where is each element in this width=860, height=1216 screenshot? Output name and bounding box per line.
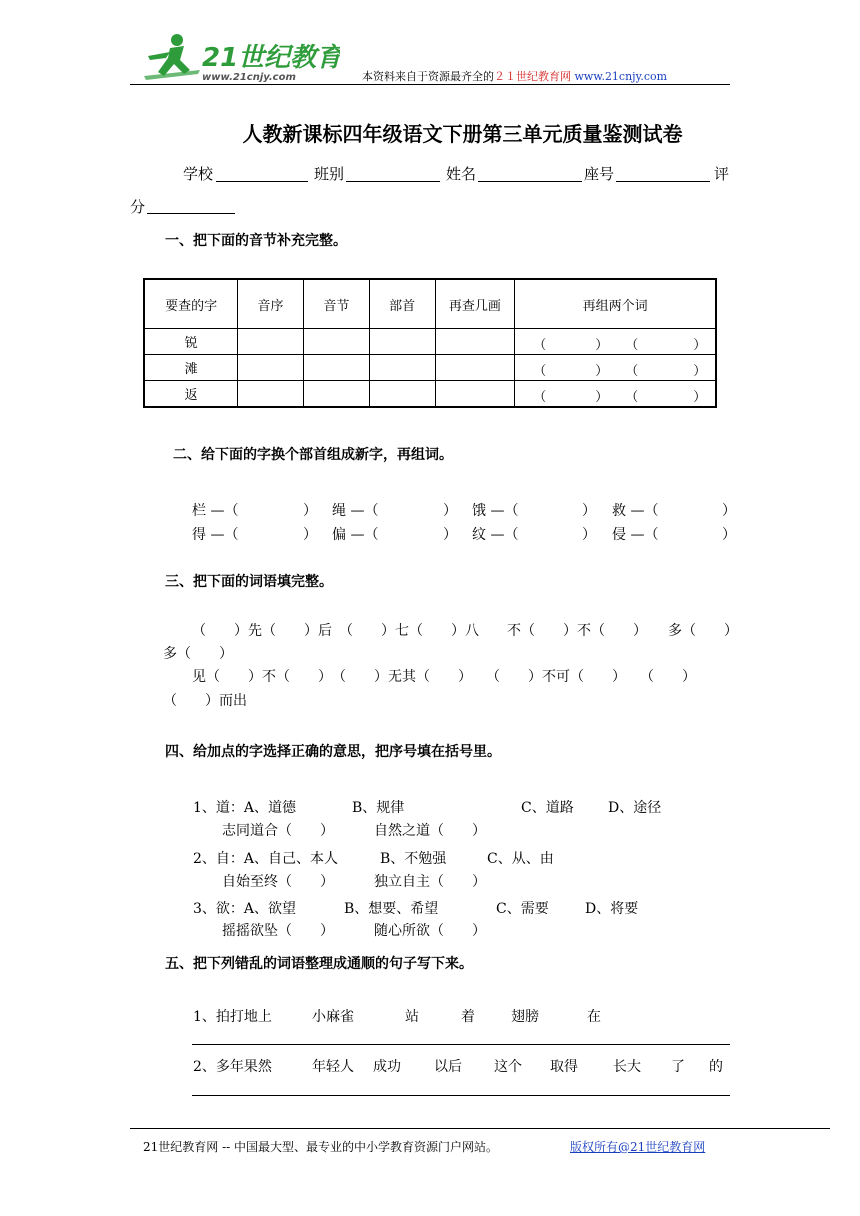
q2-stem: 2、自：A、自己、本人: [193, 851, 339, 867]
q1-option-d: D、途径: [608, 800, 662, 816]
sentence-2-word: 的: [709, 1059, 723, 1075]
radical-item: 得 —（: [192, 527, 239, 543]
table-header-cell: 再组两个词: [515, 279, 716, 329]
header-rule: [130, 84, 730, 85]
paren-close: ）: [595, 338, 609, 353]
radical-item-close: ）: [582, 527, 596, 543]
paren-close: ）: [693, 338, 707, 353]
answer-line-2[interactable]: [192, 1095, 730, 1096]
sentence-1-word: 站: [405, 1009, 419, 1025]
class-field[interactable]: [346, 181, 440, 182]
table-header-cell: 音序: [238, 279, 304, 329]
paren-open: （: [625, 364, 639, 379]
paren-open: （: [533, 364, 547, 379]
radical-item-close: ）: [303, 503, 317, 519]
radical-item-close: ）: [722, 527, 736, 543]
sentence-2-word: 长大: [613, 1059, 641, 1075]
paren-close: ）: [595, 364, 609, 379]
name-field[interactable]: [478, 181, 582, 182]
q3-option-c: C、需要: [496, 901, 549, 917]
sentence-1-word: 翅膀: [511, 1009, 539, 1025]
paren-open: （: [625, 338, 639, 353]
q2-option-b: B、不勉强: [380, 851, 447, 867]
q2-word-2: 独立自主（ ）: [374, 874, 486, 890]
input-cell[interactable]: [303, 381, 369, 408]
sentence-2-word: 年轻人: [312, 1059, 354, 1075]
footer-copyright-link[interactable]: 版权所有@21世纪教育网: [570, 1140, 706, 1154]
sentence-2-word: 了: [671, 1059, 685, 1075]
input-cell[interactable]: [238, 381, 304, 408]
input-cell[interactable]: [369, 355, 435, 381]
input-cell[interactable]: [303, 355, 369, 381]
sentence-2-word: 以后: [434, 1059, 462, 1075]
table-header-cell: 部首: [369, 279, 435, 329]
q3-option-b: B、想要、希望: [344, 901, 439, 917]
q3-stem: 3、欲：A、欲望: [193, 901, 297, 917]
word-input-cell[interactable]: [515, 355, 716, 381]
char-cell: 返: [144, 381, 238, 408]
word-input-cell[interactable]: [515, 329, 716, 355]
score-field[interactable]: [147, 213, 235, 214]
word-input-cell[interactable]: [515, 381, 716, 408]
char-cell: 滩: [144, 355, 238, 381]
input-cell[interactable]: [238, 355, 304, 381]
sentence-2-word: 取得: [550, 1059, 578, 1075]
input-cell[interactable]: [238, 329, 304, 355]
header-note-prefix: 本资料来自于资源最齐全的: [362, 70, 494, 83]
input-cell[interactable]: [435, 381, 515, 408]
sentence-2-word: 成功: [373, 1059, 401, 1075]
radical-item: 栏 —（: [192, 503, 239, 519]
section-3-title: 三、把下面的词语填完整。: [165, 574, 333, 590]
score-label-part2: 分: [130, 198, 146, 216]
q1-option-c: C、道路: [521, 800, 574, 816]
q1-option-b: B、规律: [352, 800, 405, 816]
idiom-line-2: 多（ ）: [163, 646, 233, 662]
radical-item: 饿 —（: [472, 503, 519, 519]
paren-open: （: [533, 338, 547, 353]
site-logo: [140, 30, 340, 86]
paren-close: ）: [595, 390, 609, 405]
q3-option-d: D、将要: [585, 901, 639, 917]
name-label: 姓名: [446, 165, 477, 183]
radical-item-close: ）: [722, 503, 736, 519]
section-2-title: 二、给下面的字换个部首组成新字，再组词。: [173, 447, 453, 463]
phonetics-table: [143, 278, 717, 408]
paren-close: ）: [693, 364, 707, 379]
radical-item-close: ）: [443, 527, 457, 543]
input-cell[interactable]: [369, 329, 435, 355]
section-5-title: 五、把下列错乱的词语整理成通顺的句子写下来。: [165, 956, 473, 972]
input-cell[interactable]: [435, 329, 515, 355]
table-row: [144, 381, 716, 408]
sentence-1-word: 1、拍打地上: [193, 1009, 272, 1025]
input-cell[interactable]: [369, 381, 435, 408]
q3-word-1: 摇摇欲坠（ ）: [222, 923, 334, 939]
idiom-line-4: （ ）而出: [163, 693, 247, 709]
radical-item: 绳 —（: [332, 503, 379, 519]
sentence-2-word: 这个: [494, 1059, 522, 1075]
q2-option-c: C、从、由: [487, 851, 554, 867]
school-label: 学校: [183, 165, 214, 183]
svg-text:21世纪教育: 21世纪教育: [202, 43, 340, 73]
table-header-row: [144, 279, 716, 329]
seat-field[interactable]: [616, 181, 710, 182]
q1-word-1: 志同道合（ ）: [222, 823, 334, 839]
q1-word-2: 自然之道（ ）: [374, 823, 486, 839]
sentence-1-word: 着: [461, 1009, 475, 1025]
section-1-title: 一、把下面的音节补充完整。: [165, 233, 347, 249]
answer-line-1[interactable]: [192, 1044, 730, 1045]
runner-logo-icon: [140, 30, 340, 86]
radical-item-close: ）: [443, 503, 457, 519]
radical-item: 纹 —（: [472, 527, 519, 543]
input-cell[interactable]: [435, 355, 515, 381]
q1-stem: 1、道：A、道德: [193, 800, 297, 816]
svg-text:www.21cnjy.com: www.21cnjy.com: [202, 72, 296, 83]
sentence-1-word: 小麻雀: [312, 1009, 354, 1025]
radical-item: 侵 —（: [612, 527, 659, 543]
score-label-part1: 评: [714, 165, 730, 183]
table-header-cell: 要查的字: [144, 279, 238, 329]
idiom-line-3: 见（ ）不（ ） （ ）无其（ ） （ ）不可（ ） （ ）: [192, 669, 696, 685]
seat-label: 座号: [584, 165, 615, 183]
footer-left-text: 21世纪教育网 -- 中国最大型、最专业的中小学教育资源门户网站。: [143, 1140, 499, 1154]
table-row: [144, 329, 716, 355]
header-note-site[interactable]: ２１世纪教育网: [494, 70, 571, 83]
table-header-cell: 音节: [303, 279, 369, 329]
q2-word-1: 自始至终（ ）: [222, 874, 334, 890]
class-label: 班别: [314, 165, 345, 183]
q3-word-2: 随心所欲（ ）: [374, 923, 486, 939]
radical-item-close: ）: [303, 527, 317, 543]
section-4-title: 四、给加点的字选择正确的意思，把序号填在括号里。: [165, 744, 501, 760]
idiom-line-1: （ ）先（ ）后 （ ）七（ ）八 不（ ）不（ ） 多（ ）: [192, 623, 738, 639]
header-note: [362, 68, 667, 84]
table-row: [144, 355, 716, 381]
sentence-1-word: 在: [587, 1009, 601, 1025]
paren-close: ）: [693, 390, 707, 405]
header-note-url[interactable]: www.21cnjy.com: [574, 70, 668, 83]
char-cell: 锐: [144, 329, 238, 355]
radical-item-close: ）: [582, 503, 596, 519]
table-header-cell: 再查几画: [435, 279, 515, 329]
paren-open: （: [533, 390, 547, 405]
input-cell[interactable]: [303, 329, 369, 355]
radical-item: 救 —（: [612, 503, 659, 519]
radical-item: 偏 —（: [332, 527, 379, 543]
page-title: 人教新课标四年级语文下册第三单元质量鉴测试卷: [242, 122, 683, 146]
paren-open: （: [625, 390, 639, 405]
school-field[interactable]: [216, 181, 308, 182]
footer-rule: [130, 1128, 830, 1129]
sentence-2-word: 2、多年果然: [193, 1059, 272, 1075]
